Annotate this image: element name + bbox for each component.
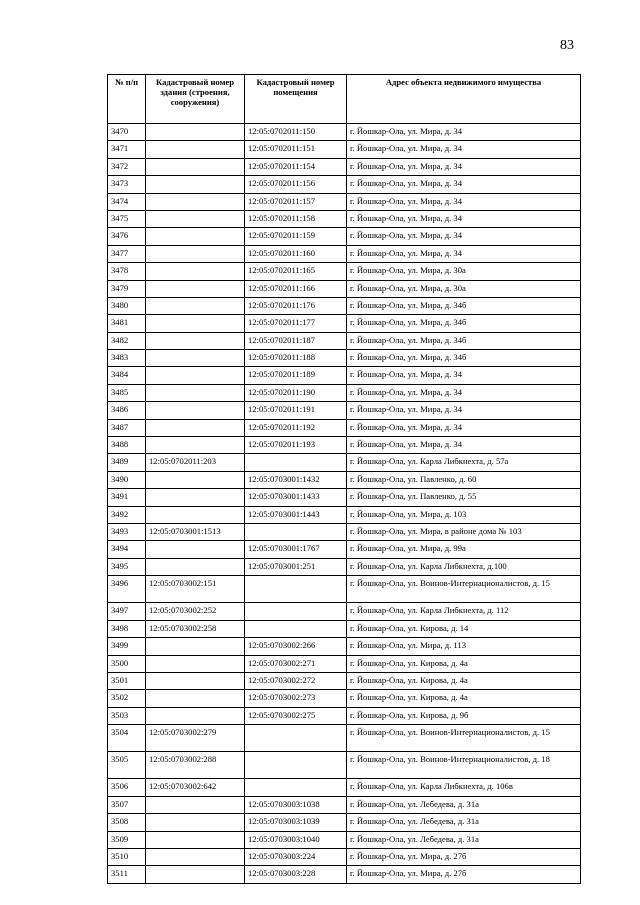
table-row — [108, 814, 581, 831]
row-number-cell: 3502 — [108, 690, 146, 707]
row-number-cell: 3470 — [108, 124, 146, 141]
row-number-cell: 3477 — [108, 245, 146, 262]
building-cadastral-cell — [146, 541, 245, 558]
premises-cadastral-cell — [245, 454, 347, 471]
row-number-cell: 3506 — [108, 779, 146, 796]
address-cell: г. Йошкар-Ола, ул. Мира, д. 34 — [347, 437, 581, 454]
building-cadastral-cell — [146, 367, 245, 384]
address-cell: г. Йошкар-Ола, ул. Мира, д. 34б — [347, 332, 581, 349]
row-number-cell: 3498 — [108, 620, 146, 637]
building-cadastral-cell: 12:05:0702011:203 — [146, 454, 245, 471]
building-cadastral-cell — [146, 297, 245, 314]
building-cadastral-cell — [146, 384, 245, 401]
row-number-cell: 3503 — [108, 707, 146, 724]
address-cell: г. Йошкар-Ола, ул. Воинов-Интернационалистов, д. 18 — [347, 752, 581, 779]
premises-cadastral-cell: 12:05:0702011:176 — [245, 297, 347, 314]
address-cell: г. Йошкар-Ола, ул. Павленко, д. 60 — [347, 471, 581, 488]
building-cadastral-cell — [146, 471, 245, 488]
table-row — [108, 831, 581, 848]
address-cell: г. Йошкар-Ола, ул. Мира, д. 34б — [347, 350, 581, 367]
table-row — [108, 402, 581, 419]
table-row — [108, 779, 581, 796]
address-cell: г. Йошкар-Ола, ул. Мира, д. 34 — [347, 367, 581, 384]
row-number-cell: 3485 — [108, 384, 146, 401]
row-number-cell: 3474 — [108, 193, 146, 210]
building-cadastral-cell: 12:05:0703002:258 — [146, 620, 245, 637]
header-row-number: № п/п — [108, 75, 146, 124]
row-number-cell: 3473 — [108, 176, 146, 193]
premises-cadastral-cell: 12:05:0702011:188 — [245, 350, 347, 367]
address-cell: г. Йошкар-Ола, ул. Мира, д. 99а — [347, 541, 581, 558]
table-row — [108, 471, 581, 488]
row-number-cell: 3495 — [108, 558, 146, 575]
row-number-cell: 3478 — [108, 263, 146, 280]
table-row — [108, 690, 581, 707]
row-number-cell: 3510 — [108, 849, 146, 866]
table-row — [108, 228, 581, 245]
address-cell: г. Йошкар-Ола, ул. Мира, д. 34 — [347, 419, 581, 436]
row-number-cell: 3501 — [108, 672, 146, 689]
premises-cadastral-cell — [245, 620, 347, 637]
building-cadastral-cell — [146, 437, 245, 454]
address-cell: г. Йошкар-Ола, ул. Павленко, д. 55 — [347, 489, 581, 506]
page-number: 83 — [560, 38, 574, 53]
address-cell: г. Йошкар-Ола, ул. Мира, д. 34 — [347, 245, 581, 262]
address-cell: г. Йошкар-Ола, ул. Карла Либкнехта, д. 57а — [347, 454, 581, 471]
address-cell: г. Йошкар-Ола, ул. Кирова, д. 9б — [347, 707, 581, 724]
row-number-cell: 3492 — [108, 506, 146, 523]
row-number-cell: 3499 — [108, 638, 146, 655]
premises-cadastral-cell: 12:05:0702011:191 — [245, 402, 347, 419]
table-row — [108, 350, 581, 367]
address-cell: г. Йошкар-Ола, ул. Мира, д. 34 — [347, 176, 581, 193]
premises-cadastral-cell: 12:05:0703003:224 — [245, 849, 347, 866]
address-cell: г. Йошкар-Ола, ул. Мира, д. 27б — [347, 849, 581, 866]
premises-cadastral-cell: 12:05:0702011:177 — [245, 315, 347, 332]
premises-cadastral-cell — [245, 779, 347, 796]
address-cell: г. Йошкар-Ола, ул. Кирова, д. 4а — [347, 655, 581, 672]
building-cadastral-cell: 12:05:0703002:279 — [146, 725, 245, 752]
table-row — [108, 576, 581, 603]
building-cadastral-cell — [146, 124, 245, 141]
premises-cadastral-cell: 12:05:0702011:166 — [245, 280, 347, 297]
table-row — [108, 489, 581, 506]
address-cell: г. Йошкар-Ола, ул. Мира, д. 34б — [347, 297, 581, 314]
premises-cadastral-cell — [245, 576, 347, 603]
table-row — [108, 158, 581, 175]
row-number-cell: 3500 — [108, 655, 146, 672]
row-number-cell: 3484 — [108, 367, 146, 384]
address-cell: г. Йошкар-Ола, ул. Воинов-Интернационалистов, д. 15 — [347, 576, 581, 603]
building-cadastral-cell: 12:05:0703002:288 — [146, 752, 245, 779]
building-cadastral-cell — [146, 866, 245, 883]
premises-cadastral-cell: 12:05:0702011:150 — [245, 124, 347, 141]
table-row — [108, 558, 581, 575]
row-number-cell: 3505 — [108, 752, 146, 779]
table-row — [108, 245, 581, 262]
premises-cadastral-cell: 12:05:0703001:1433 — [245, 489, 347, 506]
table-row — [108, 620, 581, 637]
premises-cadastral-cell: 12:05:0702011:151 — [245, 141, 347, 158]
premises-cadastral-cell: 12:05:0703001:1432 — [245, 471, 347, 488]
building-cadastral-cell — [146, 655, 245, 672]
building-cadastral-cell — [146, 176, 245, 193]
address-cell: г. Йошкар-Ола, ул. Мира, д. 34 — [347, 228, 581, 245]
row-number-cell: 3487 — [108, 419, 146, 436]
table-row — [108, 672, 581, 689]
premises-cadastral-cell: 12:05:0703001:1443 — [245, 506, 347, 523]
row-number-cell: 3471 — [108, 141, 146, 158]
table-row — [108, 523, 581, 540]
building-cadastral-cell — [146, 707, 245, 724]
premises-cadastral-cell: 12:05:0703002:271 — [245, 655, 347, 672]
building-cadastral-cell — [146, 638, 245, 655]
table-row — [108, 437, 581, 454]
premises-cadastral-cell: 12:05:0702011:187 — [245, 332, 347, 349]
building-cadastral-cell — [146, 193, 245, 210]
address-cell: г. Йошкар-Ола, ул. Мира, д. 34 — [347, 158, 581, 175]
header-row — [108, 75, 581, 124]
premises-cadastral-cell: 12:05:0702011:189 — [245, 367, 347, 384]
building-cadastral-cell — [146, 141, 245, 158]
premises-cadastral-cell: 12:05:0702011:158 — [245, 210, 347, 227]
premises-cadastral-cell: 12:05:0703002:266 — [245, 638, 347, 655]
premises-cadastral-cell: 12:05:0703003:1040 — [245, 831, 347, 848]
table-row — [108, 280, 581, 297]
row-number-cell: 3479 — [108, 280, 146, 297]
table-row — [108, 315, 581, 332]
premises-cadastral-cell: 12:05:0703001:1767 — [245, 541, 347, 558]
building-cadastral-cell — [146, 228, 245, 245]
address-cell: г. Йошкар-Ола, ул. Мира, д. 113 — [347, 638, 581, 655]
building-cadastral-cell — [146, 402, 245, 419]
address-cell: г. Йошкар-Ола, ул. Мира, д. 34 — [347, 141, 581, 158]
building-cadastral-cell — [146, 849, 245, 866]
building-cadastral-cell — [146, 690, 245, 707]
premises-cadastral-cell: 12:05:0702011:160 — [245, 245, 347, 262]
row-number-cell: 3504 — [108, 725, 146, 752]
table-row — [108, 419, 581, 436]
address-cell: г. Йошкар-Ола, ул. Мира, д. 34 — [347, 210, 581, 227]
row-number-cell: 3476 — [108, 228, 146, 245]
address-cell: г. Йошкар-Ола, ул. Мира, д. 34 — [347, 402, 581, 419]
table-row — [108, 796, 581, 813]
row-number-cell: 3491 — [108, 489, 146, 506]
table-row — [108, 725, 581, 752]
address-cell: г. Йошкар-Ола, ул. Мира, д. 34 — [347, 384, 581, 401]
table-row — [108, 866, 581, 883]
premises-cadastral-cell: 12:05:0703001:251 — [245, 558, 347, 575]
building-cadastral-cell — [146, 332, 245, 349]
address-cell: г. Йошкар-Ола, ул. Воинов-Интернационалистов, д. 15 — [347, 725, 581, 752]
address-cell: г. Йошкар-Ола, ул. Мира, д. 30а — [347, 280, 581, 297]
building-cadastral-cell — [146, 796, 245, 813]
address-cell: г. Йошкар-Ола, ул. Карла Либкнехта, д.100 — [347, 558, 581, 575]
premises-cadastral-cell: 12:05:0703002:273 — [245, 690, 347, 707]
row-number-cell: 3494 — [108, 541, 146, 558]
address-cell: г. Йошкар-Ола, ул. Карла Либкнехта, д. 112 — [347, 603, 581, 620]
address-cell: г. Йошкар-Ола, ул. Карла Либкнехта, д. 106в — [347, 779, 581, 796]
row-number-cell: 3511 — [108, 866, 146, 883]
row-number-cell: 3482 — [108, 332, 146, 349]
table-row — [108, 655, 581, 672]
table-row — [108, 707, 581, 724]
premises-cadastral-cell: 12:05:0703002:275 — [245, 707, 347, 724]
header-property-address: Адрес объекта недвижимого имущества — [347, 75, 581, 124]
address-cell: г. Йошкар-Ола, ул. Мира, в районе дома № 103 — [347, 523, 581, 540]
row-number-cell: 3497 — [108, 603, 146, 620]
building-cadastral-cell — [146, 831, 245, 848]
header-building-cadastral-number: Кадастровый номер здания (строения, сооружения) — [146, 75, 245, 124]
table-row — [108, 332, 581, 349]
building-cadastral-cell — [146, 158, 245, 175]
row-number-cell: 3486 — [108, 402, 146, 419]
premises-cadastral-cell: 12:05:0702011:154 — [245, 158, 347, 175]
row-number-cell: 3507 — [108, 796, 146, 813]
table-row — [108, 367, 581, 384]
address-cell: г. Йошкар-Ола, ул. Мира, д. 27б — [347, 866, 581, 883]
building-cadastral-cell — [146, 280, 245, 297]
row-number-cell: 3472 — [108, 158, 146, 175]
premises-cadastral-cell: 12:05:0702011:157 — [245, 193, 347, 210]
building-cadastral-cell: 12:05:0703002:252 — [146, 603, 245, 620]
table-row — [108, 124, 581, 141]
table-row — [108, 141, 581, 158]
building-cadastral-cell — [146, 419, 245, 436]
premises-cadastral-cell — [245, 523, 347, 540]
premises-cadastral-cell: 12:05:0702011:193 — [245, 437, 347, 454]
header-premises-cadastral-number: Кадастровый номер помещения — [245, 75, 347, 124]
table-row — [108, 849, 581, 866]
building-cadastral-cell — [146, 315, 245, 332]
table-row — [108, 603, 581, 620]
table-row — [108, 210, 581, 227]
address-cell: г. Йошкар-Ола, ул. Мира, д. 34б — [347, 315, 581, 332]
premises-cadastral-cell: 12:05:0702011:190 — [245, 384, 347, 401]
address-cell: г. Йошкар-Ола, ул. Кирова, д. 4а — [347, 672, 581, 689]
premises-cadastral-cell: 12:05:0703003:228 — [245, 866, 347, 883]
building-cadastral-cell: 12:05:0703002:151 — [146, 576, 245, 603]
row-number-cell: 3490 — [108, 471, 146, 488]
row-number-cell: 3483 — [108, 350, 146, 367]
premises-cadastral-cell: 12:05:0702011:156 — [245, 176, 347, 193]
table-row — [108, 454, 581, 471]
table-row — [108, 297, 581, 314]
premises-cadastral-cell: 12:05:0703003:1038 — [245, 796, 347, 813]
premises-cadastral-cell: 12:05:0702011:165 — [245, 263, 347, 280]
premises-cadastral-cell — [245, 603, 347, 620]
premises-cadastral-cell: 12:05:0703002:272 — [245, 672, 347, 689]
table-row — [108, 638, 581, 655]
table-row — [108, 752, 581, 779]
row-number-cell: 3489 — [108, 454, 146, 471]
premises-cadastral-cell — [245, 725, 347, 752]
building-cadastral-cell: 12:05:0703002:642 — [146, 779, 245, 796]
building-cadastral-cell — [146, 350, 245, 367]
address-cell: г. Йошкар-Ола, ул. Мира, д. 103 — [347, 506, 581, 523]
table-row — [108, 506, 581, 523]
building-cadastral-cell — [146, 263, 245, 280]
premises-cadastral-cell: 12:05:0702011:159 — [245, 228, 347, 245]
row-number-cell: 3481 — [108, 315, 146, 332]
building-cadastral-cell — [146, 210, 245, 227]
address-cell: г. Йошкар-Ола, ул. Лебедева, д. 31а — [347, 831, 581, 848]
building-cadastral-cell: 12:05:0703001:1513 — [146, 523, 245, 540]
table-row — [108, 384, 581, 401]
row-number-cell: 3493 — [108, 523, 146, 540]
table-row — [108, 263, 581, 280]
premises-cadastral-cell — [245, 752, 347, 779]
table-body — [108, 124, 581, 884]
address-cell: г. Йошкар-Ола, ул. Мира, д. 34 — [347, 193, 581, 210]
address-cell: г. Йошкар-Ола, ул. Кирова, д. 14 — [347, 620, 581, 637]
row-number-cell: 3480 — [108, 297, 146, 314]
building-cadastral-cell — [146, 506, 245, 523]
row-number-cell: 3509 — [108, 831, 146, 848]
table-row — [108, 541, 581, 558]
building-cadastral-cell — [146, 489, 245, 506]
table-row — [108, 176, 581, 193]
table-header — [108, 75, 581, 124]
row-number-cell: 3488 — [108, 437, 146, 454]
building-cadastral-cell — [146, 558, 245, 575]
row-number-cell: 3508 — [108, 814, 146, 831]
building-cadastral-cell — [146, 814, 245, 831]
table-row — [108, 193, 581, 210]
address-cell: г. Йошкар-Ола, ул. Кирова, д. 4а — [347, 690, 581, 707]
building-cadastral-cell — [146, 245, 245, 262]
row-number-cell: 3496 — [108, 576, 146, 603]
property-registry-table — [107, 74, 581, 884]
address-cell: г. Йошкар-Ола, ул. Лебедева, д. 31а — [347, 814, 581, 831]
address-cell: г. Йошкар-Ола, ул. Мира, д. 34 — [347, 124, 581, 141]
premises-cadastral-cell: 12:05:0702011:192 — [245, 419, 347, 436]
row-number-cell: 3475 — [108, 210, 146, 227]
address-cell: г. Йошкар-Ола, ул. Лебедева, д. 31а — [347, 796, 581, 813]
address-cell: г. Йошкар-Ола, ул. Мира, д. 30а — [347, 263, 581, 280]
building-cadastral-cell — [146, 672, 245, 689]
premises-cadastral-cell: 12:05:0703003:1039 — [245, 814, 347, 831]
